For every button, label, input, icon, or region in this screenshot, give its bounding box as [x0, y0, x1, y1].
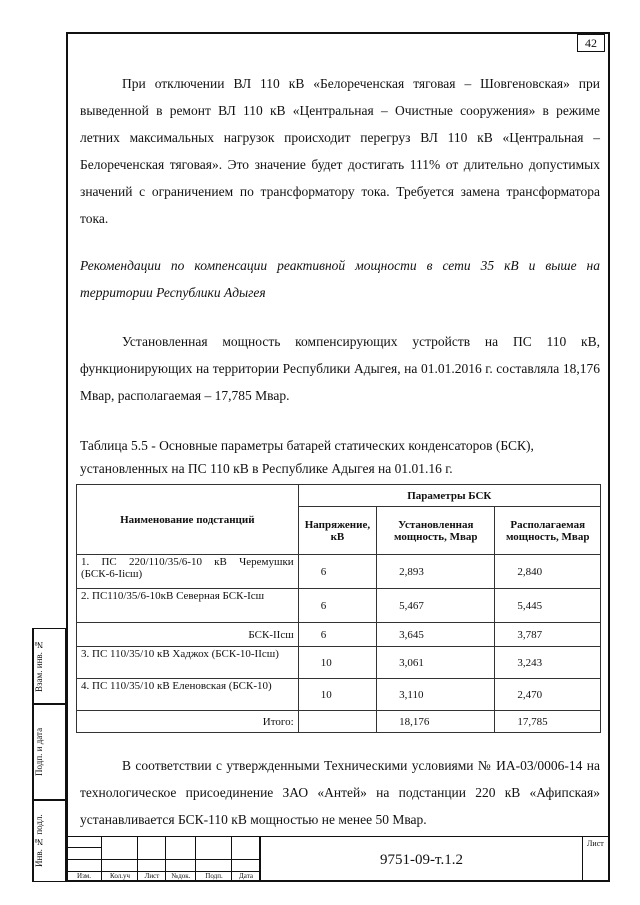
table-row: [77, 647, 601, 679]
available-value: 3,243: [495, 647, 601, 679]
substation-name: 1. ПС 220/110/35/6-10 кВ Черемушки (БСК-6-Iicш): [77, 555, 299, 589]
side-stamp-podp-data: [32, 704, 66, 800]
total-voltage-empty: [298, 711, 376, 733]
installed-value: 2,893: [377, 555, 495, 589]
stamp-header: №док.: [171, 872, 191, 880]
page-number: 42: [577, 34, 605, 52]
total-label: Итого:: [77, 711, 299, 733]
table-row: [77, 679, 601, 711]
revision-grid: [66, 836, 260, 882]
col-group-header: Параметры БСК: [298, 485, 600, 507]
installed-value: 3,061: [377, 647, 495, 679]
side-stamp-inv-podl: [32, 800, 66, 882]
stamp-header: Лист: [144, 872, 160, 880]
substation-name: 3. ПС 110/35/10 кВ Хаджох (БСК-10-IIсш): [77, 647, 299, 679]
table-row: [77, 623, 601, 647]
total-row: [77, 711, 601, 733]
stamp-header: Дата: [239, 872, 253, 880]
paragraph-capacity: Установленная мощность компенсирующих устройств на ПС 110 кВ, функционирующих на территории Республики Адыгея, на 01.01.2016 г. составляла 18,176 Мвар, располагаемая – 17,785 Мвар.: [80, 334, 600, 403]
section-heading: Рекомендации по компенсации реактивной мощности в сети 35 кВ и выше на территории Республики Адыгея: [80, 258, 600, 300]
available-value: 5,445: [495, 589, 601, 623]
total-available: 17,785: [495, 711, 601, 733]
stamp-header: Кол.уч: [110, 872, 130, 880]
voltage-value: 10: [298, 647, 376, 679]
substation-name: 2. ПС110/35/6-10кВ Северная БСК-Iсш: [77, 589, 299, 623]
side-label-inv-zam: Взам. инв. №: [33, 629, 50, 703]
table-row: [77, 589, 601, 623]
col-voltage-header: Напряжение, кВ: [298, 507, 376, 555]
col-available-header: Располагаемая мощность, Мвар: [495, 507, 601, 555]
side-label-inv-podl: Инв. № подл.: [33, 801, 50, 881]
voltage-value: 6: [298, 555, 376, 589]
voltage-value: 10: [298, 679, 376, 711]
side-stamp-inv-zam: [32, 628, 66, 704]
document-code: 9751-09-т.1.2: [260, 836, 582, 882]
installed-value: 5,467: [377, 589, 495, 623]
side-label-podp-data: Подп. и дата: [33, 705, 50, 799]
substation-name: БСК-IIсш: [77, 623, 299, 647]
paragraph-antey: В соответствии с утвержденными Техническими условиями № ИА-03/0006-14 на технологическое присоединение ЗАО «Антей» на подстанции 220 кВ «Афипская» устанавливается БСК-110 кВ мощностью не менее 50 Мвар.: [80, 758, 600, 827]
col-name-header: Наименование подстанций: [77, 485, 299, 555]
voltage-value: 6: [298, 623, 376, 647]
bsk-table: [76, 484, 601, 733]
title-block: [66, 836, 610, 882]
sheet-label: Лист: [587, 839, 604, 848]
stamp-header: Изм.: [77, 872, 91, 880]
installed-value: 3,110: [377, 679, 495, 711]
available-value: 3,787: [495, 623, 601, 647]
table-row: [77, 555, 601, 589]
col-installed-header: Установленная мощность, Мвар: [377, 507, 495, 555]
voltage-value: 6: [298, 589, 376, 623]
available-value: 2,470: [495, 679, 601, 711]
paragraph-overload: При отключении ВЛ 110 кВ «Белореченская тяговая – Шовгеновская» при выведенной в ремонт ВЛ 110 кВ «Центральная – Очистные сооружения» в режиме летних максимальных нагрузок происходит перегруз ВЛ 110 кВ «Центральная – Белореченская тяговая». Это значение будет достигать 111% от длительно допустимых значений с ограничением по трансформатору тока. Требуется замена трансформатора тока.: [80, 76, 600, 226]
sheet-cell: [582, 836, 610, 882]
table-caption: Таблица 5.5 - Основные параметры батарей статических конденсаторов (БСК), установленных на ПС 110 кВ в Республике Адыгея на 01.01.16 г.: [80, 438, 534, 476]
total-installed: 18,176: [377, 711, 495, 733]
stamp-header: Подп.: [205, 872, 223, 880]
substation-name: 4. ПС 110/35/10 кВ Еленовская (БСК-10): [77, 679, 299, 711]
installed-value: 3,645: [377, 623, 495, 647]
available-value: 2,840: [495, 555, 601, 589]
